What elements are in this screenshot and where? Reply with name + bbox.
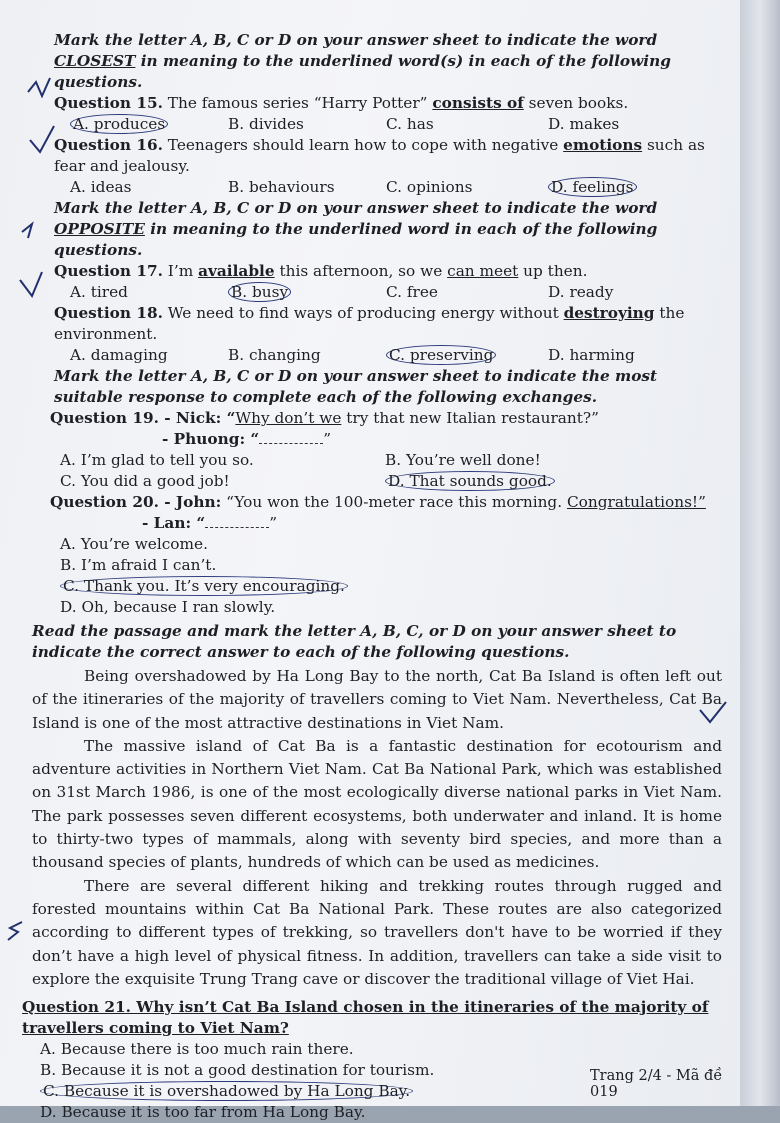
option-a[interactable]: A. I’m glad to tell you so. [60, 451, 254, 469]
option-d[interactable]: D. ready [548, 283, 614, 301]
option-label: D. feelings [548, 177, 637, 197]
response-quote-end: ” [269, 514, 278, 532]
option-label: A. produces [70, 114, 168, 134]
question-number: Question 19. - Nick: “ [50, 409, 236, 427]
question-text: up then. [518, 262, 588, 280]
option-label: C. preserving [386, 345, 496, 365]
option-b[interactable]: B. behaviours [228, 178, 335, 196]
option-b[interactable]: B. changing [228, 346, 321, 364]
option-a[interactable]: A. tired [70, 283, 128, 301]
passage-paragraph: Being overshadowed by Ha Long Bay to the north, Cat Ba Island is often left out of the itineraries of the majority of travellers coming to Viet Nam. Nevertheless, Cat Ba Island is one of the most attractive destinations in Viet Nam. [32, 667, 722, 732]
option-d[interactable]: D. Because it is too far from Ha Long Bay. [40, 1103, 366, 1122]
pen-check [22, 224, 32, 238]
option-d[interactable]: D. Oh, because I ran slowly. [60, 598, 276, 616]
underlined-word: Congratulations!” [566, 493, 706, 511]
response-speaker: - Phuong: “ [162, 430, 260, 448]
instruction-keyword: OPPOSITE [54, 220, 145, 238]
response-speaker: - Lan: “ [142, 514, 206, 532]
instruction-passage: Read the passage and mark the letter A, B, C, or D on your answer sheet to indicate the correct answer to each of the following questions. [32, 622, 677, 661]
instruction-text: in meaning to the underlined word in each of the following questions. [54, 220, 658, 259]
pen-check [28, 78, 50, 96]
response-quote-end: ” [323, 430, 332, 448]
option-label: B. busy [228, 282, 291, 302]
question-text: I’m [162, 262, 199, 280]
option-a[interactable]: A. ideas [70, 178, 132, 196]
option-label: D. That sounds good. [385, 471, 555, 491]
option-c[interactable]: C. has [386, 115, 434, 133]
option-d[interactable]: D. harming [548, 346, 635, 364]
pen-check [30, 126, 54, 152]
underlined-word: emotions [563, 136, 643, 154]
question-text: “You won the 100-meter race this morning. [221, 493, 567, 511]
question-text: The famous series “Harry Potter” [162, 94, 433, 112]
page-edge [740, 0, 780, 1106]
option-a[interactable]: A. You’re welcome. [60, 535, 208, 553]
question-number: Question 15. [54, 94, 163, 112]
question-number: Question 16. [54, 136, 163, 154]
underlined-word: consists of [432, 94, 524, 112]
underlined-word: destroying [563, 304, 655, 322]
instruction-text: in meaning to the underlined word(s) in each of the following questions. [54, 52, 671, 91]
option-d[interactable]: D. makes [548, 115, 620, 133]
underlined-word: Why don’t we [235, 409, 342, 427]
page-footer: Trang 2/4 - Mã đề 019 [590, 1068, 723, 1100]
question-number: Question 18. [54, 304, 163, 322]
option-a[interactable]: A. Because there is too much rain there. [40, 1040, 354, 1059]
option-label: C. Thank you. It’s very encouraging. [60, 576, 348, 596]
passage-paragraph: The massive island of Cat Ba is a fantastic destination for ecotourism and adventure activities in Northern Viet Nam. Cat Ba National Park, which was established on 31st March 1986, is one of the most ecologically diverse national parks in Viet Nam. The park possesses seven different ecosystems, both underwater and inland. It is home to thirty-two types of mammals, along with seventy bird species, and more than a thousand species of plants, hundreds of which can be used as medicines. [32, 736, 722, 872]
question-text: seven books. [523, 94, 629, 112]
option-a[interactable]: A. damaging [70, 346, 168, 364]
question-number: Question 17. [54, 262, 163, 280]
option-c[interactable]: C. opinions [386, 178, 473, 196]
instruction-text: Mark the letter A, B, C or D on your answer sheet to indicate the word [54, 31, 658, 49]
option-b[interactable]: B. I’m afraid I can’t. [60, 556, 217, 574]
underlined-word: can meet [447, 262, 519, 280]
underlined-word: available [198, 262, 275, 280]
question-text: such as fear and jealousy. [54, 136, 705, 175]
option-label: C. Because it is overshadowed by Ha Long Bay. [40, 1081, 413, 1101]
instruction-exchanges: Mark the letter A, B, C or D on your answer sheet to indicate the most suitable response to complete each of the following exchanges. [54, 367, 658, 406]
pen-check [8, 922, 22, 940]
question-text: try that new Italian restaurant?” [341, 409, 599, 427]
option-c[interactable]: C. You did a good job! [60, 472, 230, 490]
instruction-text: Mark the letter A, B, C or D on your answer sheet to indicate the word [54, 199, 658, 217]
option-b[interactable]: B. You’re well done! [385, 451, 541, 469]
question-text: the environment. [54, 304, 685, 343]
pen-check [20, 272, 42, 296]
pen-check [700, 702, 726, 722]
question-text: this afternoon, so we [274, 262, 448, 280]
question-number: Question 20. - John: [50, 493, 222, 511]
option-b[interactable]: B. Because it is not a good destination for tourism. [40, 1061, 435, 1080]
question-text: Teenagers should learn how to cope with negative [162, 136, 564, 154]
option-c[interactable]: C. free [386, 283, 438, 301]
question-21: Question 21. Why isn’t Cat Ba Island chosen in the itineraries of the majority of travellers coming to Viet Nam? [22, 998, 709, 1038]
question-text: We need to find ways of producing energy without [162, 304, 564, 322]
instruction-keyword: CLOSEST [54, 52, 136, 70]
option-b[interactable]: B. divides [228, 115, 304, 133]
passage-paragraph: There are several different hiking and trekking routes through rugged and forested mountains within Cat Ba National Park. These routes are also categorized according to different types of trekking, so travellers don't have to be worried if they don’t have a high level of physical fitness. In addition, travellers can take a side visit to explore the exquisite Trung Trang cave or discover the traditional village of Viet Hai. [32, 876, 722, 988]
